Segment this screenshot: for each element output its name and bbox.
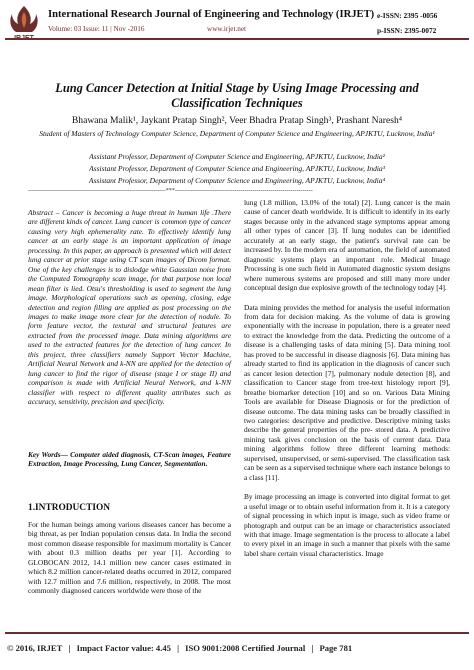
journal-title: International Research Journal of Engineering and Technology (IRJET) (48, 9, 375, 20)
e-issn: e-ISSN: 2395 -0056 (377, 11, 438, 20)
intro-paragraph: For the human beings among various diseases cancer has become a big threat, as per Indian population census data. In India the second most common disease responsible for maximum mortality is Cancer with about 0.3 million deaths per year [1]. According to GLOBOCAN 2012, 14.1 million new cancer cases estimated in which 8.2 million cancer-related deaths occurred in 2012, compared with 12.7 million and 7.6 million, respectively, in 2008. The most commonly diagnosed cancers worldwide were those of the (28, 520, 231, 596)
abstract (28, 208, 231, 407)
keywords: Key Words— Computer aided diagnosis, CT-Scan images, Feature Extraction, Image Processing, Lung Cancer, Segmentation. (28, 450, 231, 469)
right-paragraph-2: Data mining provides the method for analysis the useful information from data for decision making. As the volume of data is growing exponentially with the increase in population, there is a greater need to extract the knowledge from the data. Predicting the outcome of a disease is a challenging tasks of data mining [5]. Data mining tool has proved to be successful in disease diagnosis [6]. Data mining has already started to find its application in the diagnosis of cancer such as cancer lesion detection [7], pulmonary nodule detection [8], and classification to Cancer stage from tree-text histology report [9], breathe biomarker detection [10] and so on. Various Data Mining Tools are available for Disease Diagnosis or for the prediction of disease outcome. The data mining tasks can be broadly classified in two categories: descriptive and predictive. Descriptive mining tasks describe the general properties of the pre- stored data. A predictive mining task gives conclusion on the basis of current data. Data mining algorithms follow three different learning methods: supervised, unsupervised, or semi-supervised. The classification task can be seen as a supervised technique where each instance belongs to a class [11]. (244, 302, 450, 482)
p-issn: p-ISSN: 2395-0072 (377, 26, 437, 35)
abstract-text: Abstract – Cancer is becoming a huge threat in human life .There are different kinds of cancer. Lung cancer is common type of cancer causing very high ephemerality rate. To effectively identify lung cancer at an early stage is an important application of image processing. In this paper, an approach is presented which will detect lung cancer at prior stage using CT scan images of Dicom format. One of the key challenges is to dislodge white Gaussian noise from the Computed Tomography scan image, for that purpose non local mean filter is lied. Otsu's thresholding is used to segment the lung image. Morphological operations such as opening, closing, edge detection and region filling are applied as post processing on the images to make image more clear for the detection of nodule. To form feature vector, the textural and structural features are extracted from the processed image. Data mining algorithms are used to the extracted features for the detection of lung cancer. In this project, three classifiers namely Support Vector Machine, Artificial Neural Network and k-NN are applied for the detection of lung cancer to find the rigor of disease (stage I or stage II) and comparison is made with Artificial Neural Network, and k-NN classifier with respect to different quality attributes such as accuracy, sensitivity, precision and specificity. (28, 208, 231, 407)
journal-website[interactable]: www.irjet.net (207, 25, 247, 33)
separator-rule: ---------------------------------------------------------------------***--------------------------------------------------------------------- (28, 188, 313, 194)
footer-iso: ISO 9001:2008 Certified Journal (185, 643, 306, 653)
footer-separator: | (311, 643, 314, 653)
footer-separator: | (68, 643, 71, 653)
paper-authors: Bhawana Malik¹, Jaykant Pratap Singh², Veer Bhadra Pratap Singh³, Prashant Naresh⁴ (71, 115, 403, 126)
footer-impact-factor: Impact Factor value: 4.45 (76, 643, 171, 653)
page-footer (5, 643, 469, 653)
introduction-text (28, 520, 231, 596)
affiliation-4: Assistant Professor, Department of Computer Science and Engineering, APJKTU, Lucknow, India⁴ (88, 176, 386, 185)
affiliation-2: Assistant Professor, Department of Computer Science and Engineering, APJKTU, Lucknow, India² (89, 152, 385, 161)
footer-rule (5, 632, 469, 634)
footer-copyright: © 2016, IRJET (7, 643, 63, 653)
affiliation-3: Assistant Professor, Department of Computer Science and Engineering, APJKTU, Lucknow, India³ (89, 164, 385, 173)
issue-info: Volume: 03 Issue: 11 | Nov -2016 (48, 25, 145, 33)
right-column (244, 198, 450, 558)
right-paragraph-3: By image processing an image is converted into digital format to get a useful image or to obtain useful information from it. It is a category of signal processing in which input is image, such as video frame or photograph and output can be an image or characteristics associated with that image. Image segmentation is the process to allocate a label to every pixel in an image in such a manner that pixels with the same label share certain visual characteristics. Image (244, 492, 450, 558)
irjet-logo (6, 4, 42, 42)
footer-page-number: Page 781 (319, 643, 353, 653)
right-paragraph-1: lung (1.8 million, 13.0% of the total) [2]. Lung cancer is the main cause of cancer death worldwide. It is difficult to identify in its early stages because only in the advanced stage symptoms appear among all other types of cancer [3]. If lung nodules can be identified accurately at an early stage, the patient's survival rate can be increased by. In the modern era of automation, the field of automated diagnostic systems plays an important role. Medical Image Processing is one such field in Automated diagnostic system designs where numerous systems are proposed and still many more under conceptual design due explosive growth of the technology today [4]. (244, 198, 450, 293)
affiliation-1: Student of Masters of Technology Computer Science, Department of Computer Science and Engineering, APJKTU, Lucknow, India¹ (39, 129, 435, 138)
paper-title: Lung Cancer Detection at Initial Stage by Using Image Processing and Classification Techniques (55, 81, 419, 110)
section-heading-introduction: 1.INTRODUCTION (28, 503, 111, 513)
footer-separator: | (177, 643, 180, 653)
header-rule (5, 38, 469, 40)
